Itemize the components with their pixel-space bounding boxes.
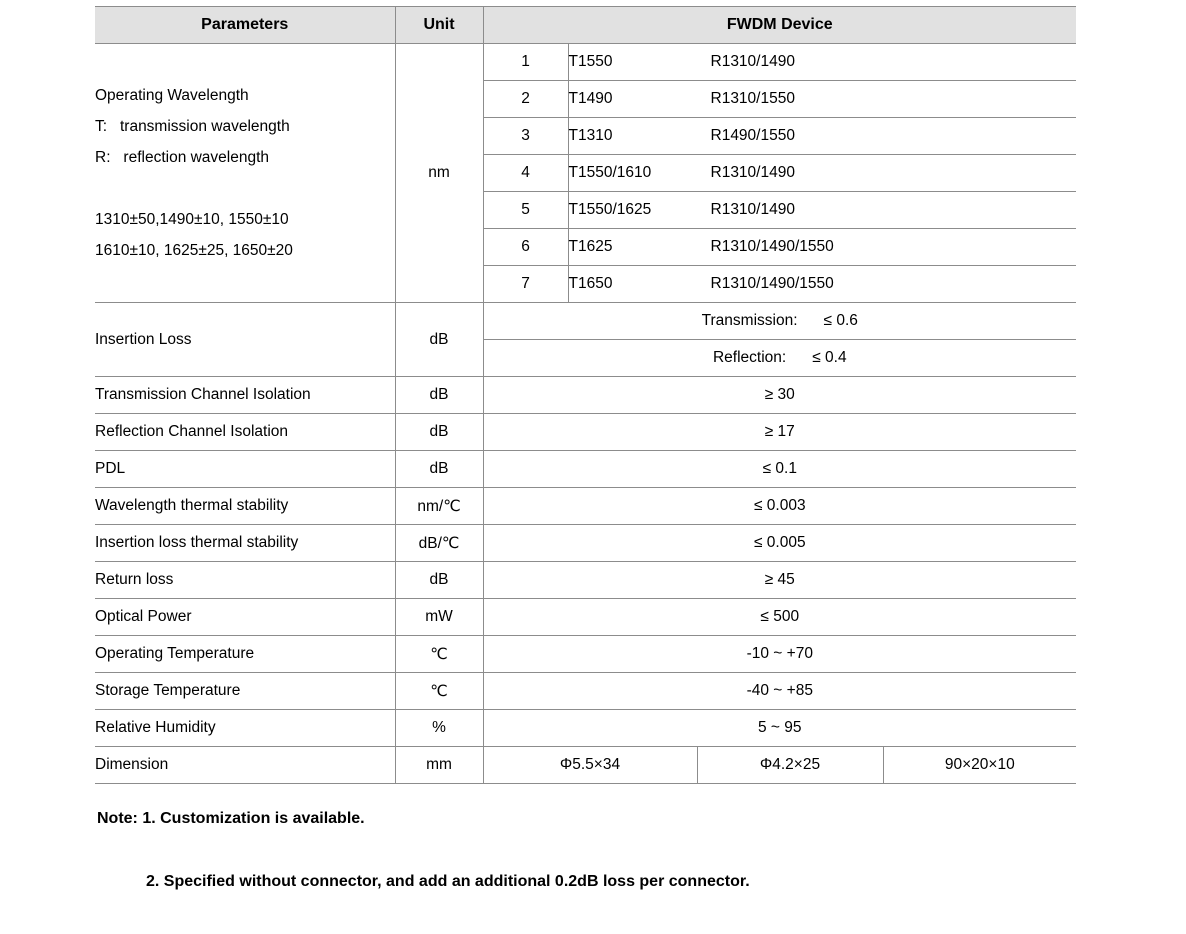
param-label: Storage Temperature (95, 673, 395, 710)
spec-value: ≥ 17 (483, 414, 1076, 451)
wl-line: 1310±50,1490±10, 1550±10 (95, 211, 289, 228)
config-number: 5 (483, 192, 568, 229)
unit-value: dB (395, 451, 483, 488)
param-label: Optical Power (95, 599, 395, 636)
table-header-row (95, 7, 1076, 44)
spec-value: ≤ 0.005 (483, 525, 1076, 562)
operating-wavelength-label (95, 44, 395, 303)
param-label: Reflection Channel Isolation (95, 414, 395, 451)
il-limit: ≤ 0.6 (823, 312, 858, 329)
wl-line: Operating Wavelength (95, 87, 249, 104)
unit-value: mm (395, 747, 483, 784)
config-number: 6 (483, 229, 568, 266)
unit-value: ℃ (395, 673, 483, 710)
spec-row (95, 562, 1076, 599)
header-device: FWDM Device (483, 7, 1076, 44)
il-channel-label: Transmission: (701, 312, 798, 329)
header-parameters: Parameters (95, 7, 395, 44)
param-label: Transmission Channel Isolation (95, 377, 395, 414)
param-label: Insertion Loss (95, 303, 395, 377)
spec-row (95, 636, 1076, 673)
spec-value: -40 ~ +85 (483, 673, 1076, 710)
config-number: 2 (483, 81, 568, 118)
t-wavelength: T1625 (568, 238, 613, 255)
param-label: Operating Temperature (95, 636, 395, 673)
footnote-line-1: Note: 1. Customization is available. (97, 810, 365, 827)
wl-line (95, 173, 395, 204)
spec-value: -10 ~ +70 (483, 636, 1076, 673)
wl-line: 1610±10, 1625±25, 1650±20 (95, 242, 293, 259)
spec-row (95, 599, 1076, 636)
il-limit: ≤ 0.4 (812, 349, 847, 366)
config-number: 1 (483, 44, 568, 81)
param-label: PDL (95, 451, 395, 488)
config-wavelengths (568, 192, 1076, 229)
config-number: 4 (483, 155, 568, 192)
unit-value: ℃ (395, 636, 483, 673)
t-wavelength: T1310 (568, 127, 613, 144)
dimension-value: 90×20×10 (883, 747, 1076, 784)
param-label: Wavelength thermal stability (95, 488, 395, 525)
config-number: 3 (483, 118, 568, 155)
spec-row (95, 710, 1076, 747)
insertion-loss-row (95, 303, 1076, 340)
spec-row (95, 414, 1076, 451)
spec-value: ≤ 0.003 (483, 488, 1076, 525)
config-wavelengths (568, 81, 1076, 118)
config-wavelengths (568, 229, 1076, 266)
unit-value: dB (395, 414, 483, 451)
footnote (97, 766, 750, 934)
wl-line: T: transmission wavelength (95, 118, 290, 135)
il-channel-label: Reflection: (712, 349, 787, 366)
unit-value: dB (395, 377, 483, 414)
t-wavelength: T1550/1610 (568, 164, 652, 181)
r-wavelength: R1310/1490/1550 (710, 275, 834, 292)
config-wavelengths (568, 155, 1076, 192)
r-wavelength: R1310/1490 (710, 164, 795, 181)
spec-value (483, 303, 1076, 340)
spec-row (95, 525, 1076, 562)
spec-table (95, 6, 1076, 784)
unit-nm: nm (395, 44, 483, 303)
unit-value: dB (395, 303, 483, 377)
spec-row (95, 451, 1076, 488)
r-wavelength: R1310/1490 (710, 53, 795, 70)
config-number: 7 (483, 266, 568, 303)
t-wavelength: T1550 (568, 53, 613, 70)
param-label: Return loss (95, 562, 395, 599)
unit-value: dB/℃ (395, 525, 483, 562)
unit-value: mW (395, 599, 483, 636)
spec-value: ≥ 30 (483, 377, 1076, 414)
wavelength-row (95, 44, 1076, 81)
spec-value: ≤ 500 (483, 599, 1076, 636)
dimension-value: Φ4.2×25 (697, 747, 883, 784)
footnote-line-2: 2. Specified without connector, and add an additional 0.2dB loss per connector. (146, 873, 750, 890)
spec-value: ≤ 0.1 (483, 451, 1076, 488)
r-wavelength: R1310/1490 (710, 201, 795, 218)
config-wavelengths (568, 44, 1076, 81)
r-wavelength: R1310/1490/1550 (710, 238, 834, 255)
param-label: Dimension (95, 747, 395, 784)
spec-value (483, 340, 1076, 377)
t-wavelength: T1490 (568, 90, 613, 107)
spec-row (95, 673, 1076, 710)
spec-row (95, 488, 1076, 525)
r-wavelength: R1310/1550 (710, 90, 795, 107)
unit-value: nm/℃ (395, 488, 483, 525)
r-wavelength: R1490/1550 (710, 127, 795, 144)
t-wavelength: T1550/1625 (568, 201, 652, 218)
config-wavelengths (568, 118, 1076, 155)
wl-line: R: reflection wavelength (95, 149, 270, 166)
spec-value: 5 ~ 95 (483, 710, 1076, 747)
config-wavelengths (568, 266, 1076, 303)
param-label: Relative Humidity (95, 710, 395, 747)
header-unit: Unit (395, 7, 483, 44)
t-wavelength: T1650 (568, 275, 613, 292)
dimension-value: Φ5.5×34 (483, 747, 697, 784)
unit-value: dB (395, 562, 483, 599)
spec-row (95, 377, 1076, 414)
spec-value: ≥ 45 (483, 562, 1076, 599)
param-label: Insertion loss thermal stability (95, 525, 395, 562)
unit-value: % (395, 710, 483, 747)
